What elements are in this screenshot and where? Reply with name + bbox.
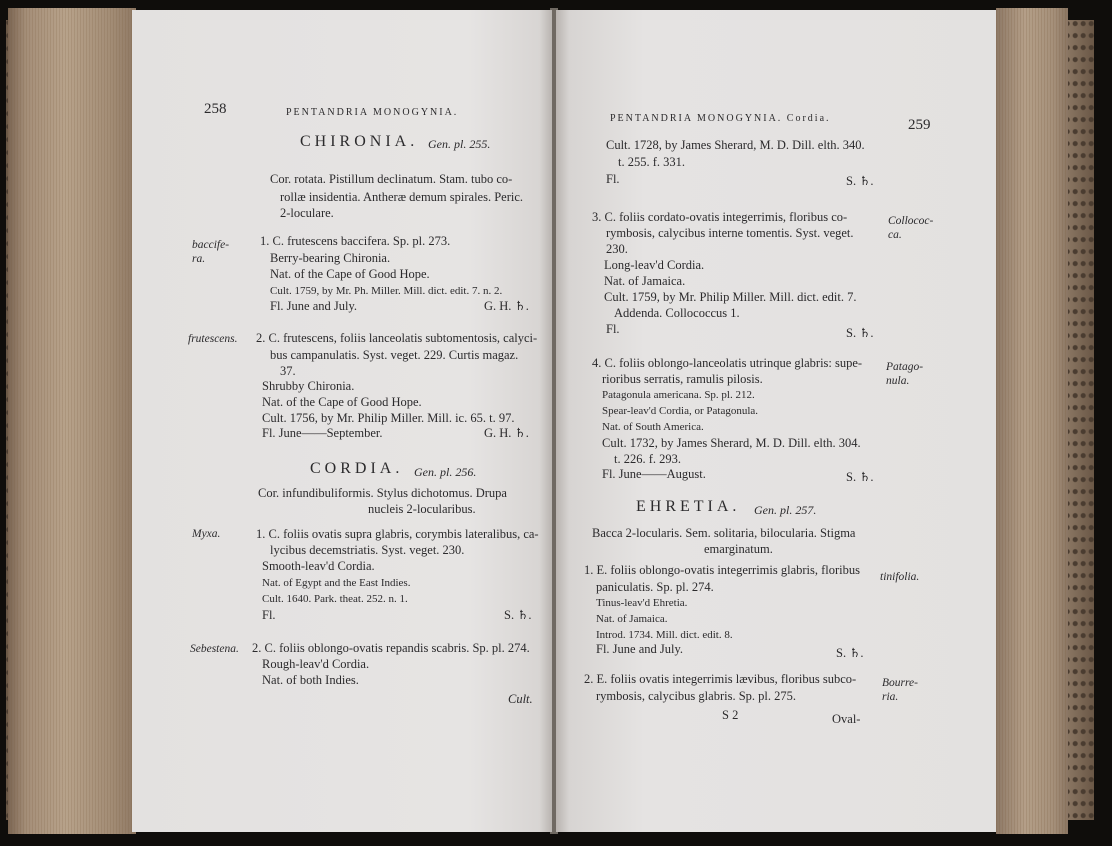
- margin-species-name: ra.: [192, 253, 206, 265]
- species-line: t. 255. f. 331.: [618, 155, 686, 169]
- species-line: rymbosis, calycibus interne tomentis. Syst. veget.: [606, 226, 854, 240]
- margin-species-name: Patago-: [886, 361, 924, 373]
- species-line: Nat. of Egypt and the East Indies.: [262, 577, 411, 589]
- species-line: Shrubby Chironia.: [262, 379, 355, 393]
- species-line: Introd. 1734. Mill. dict. edit. 8.: [596, 629, 733, 641]
- genus-description-line: Cor. rotata. Pistillum declinatum. Stam. tubo co-: [270, 172, 513, 186]
- species-line: Long-leav'd Cordia.: [604, 258, 705, 272]
- species-line: 1. C. frutescens baccifera. Sp. pl. 273.: [260, 234, 451, 248]
- margin-species-name: nula.: [886, 375, 910, 387]
- species-line: 1. C. foliis ovatis supra glabris, corymbis lateralibus, ca-: [256, 527, 539, 541]
- genus-description-line: Cor. infundibuliformis. Stylus dichotomus. Drupa: [258, 486, 507, 500]
- species-line: Cult. 1640. Park. theat. 252. n. 1.: [262, 593, 408, 605]
- species-line: Nat. of Jamaica.: [596, 613, 668, 625]
- running-head: PENTANDRIA MONOGYNIA. Cordia.: [610, 113, 831, 124]
- species-line: Fl.: [262, 608, 276, 622]
- species-line: 4. C. foliis oblongo-lanceolatis utrinque glabris: supe-: [592, 356, 863, 370]
- species-line: Fl.: [606, 322, 620, 336]
- species-line: Fl. June——September.: [262, 426, 383, 440]
- genus-reference: Gen. pl. 257.: [754, 503, 817, 517]
- habitat-tag: S. ♄.: [504, 608, 532, 622]
- species-line: Smooth-leav'd Cordia.: [262, 559, 375, 573]
- genus-description-line: Bacca 2-locularis. Sem. solitaria, bilocularia. Stigma: [592, 526, 856, 540]
- species-line: 37.: [280, 364, 296, 378]
- genus-heading-ehretia: EHRETIA.: [636, 498, 741, 515]
- species-line: 230.: [606, 242, 628, 256]
- species-line: Fl. June——August.: [602, 467, 706, 481]
- habitat-tag: S. ♄.: [846, 470, 874, 484]
- running-head: PENTANDRIA MONOGYNIA.: [286, 107, 459, 118]
- genus-description-line: rollæ insidentia. Antheræ demum spirales. Peric.: [280, 190, 524, 204]
- habitat-tag: G. H. ♄.: [484, 299, 529, 313]
- page-number: 259: [908, 117, 931, 133]
- genus-heading-cordia: CORDIA.: [310, 460, 404, 477]
- page-number: 258: [204, 101, 227, 117]
- species-line: Addenda. Collococcus 1.: [614, 306, 740, 320]
- species-line: bus campanulatis. Syst. veget. 229. Curtis magaz.: [270, 348, 519, 362]
- species-line: Nat. of Jamaica.: [604, 274, 686, 288]
- left-page-edges: [8, 8, 136, 834]
- species-line: rioribus serratis, ramulis pilosis.: [602, 372, 763, 386]
- habitat-tag: S. ♄.: [836, 646, 864, 660]
- margin-species-name: ria.: [882, 691, 899, 703]
- species-line: Tinus-leav'd Ehretia.: [596, 597, 688, 609]
- margin-species-name: baccife-: [192, 239, 230, 251]
- species-line: Fl.: [606, 172, 620, 186]
- species-line: 2. C. frutescens, foliis lanceolatis subtomentosis, calyci-: [256, 331, 538, 345]
- species-line: Spear-leav'd Cordia, or Patagonula.: [602, 405, 759, 417]
- catchword: Oval-: [832, 712, 861, 726]
- genus-description-line: nucleis 2-locularibus.: [368, 502, 476, 516]
- species-line: Fl. June and July.: [596, 642, 684, 656]
- right-page-edges: [996, 8, 1068, 834]
- habitat-tag: S. ♄.: [846, 326, 874, 340]
- species-line: paniculatis. Sp. pl. 274.: [596, 580, 714, 594]
- species-line: Nat. of both Indies.: [262, 673, 359, 687]
- catchword: Cult.: [508, 692, 533, 706]
- species-line: 2. C. foliis oblongo-ovatis repandis scabris. Sp. pl. 274.: [252, 641, 530, 655]
- habitat-tag: S. ♄.: [846, 174, 874, 188]
- species-line: rymbosis, calycibus glabris. Sp. pl. 275.: [596, 689, 796, 703]
- genus-reference: Gen. pl. 256.: [414, 465, 477, 479]
- genus-description-line: emarginatum.: [704, 542, 773, 556]
- species-line: t. 226. f. 293.: [614, 452, 682, 466]
- margin-species-name: ca.: [888, 229, 902, 241]
- left-page: [132, 10, 552, 832]
- species-line: Cult. 1759, by Mr. Philip Miller. Mill. dict. edit. 7.: [604, 290, 857, 304]
- species-line: Nat. of the Cape of Good Hope.: [262, 395, 422, 409]
- species-line: 3. C. foliis cordato-ovatis integerrimis, floribus co-: [592, 210, 848, 224]
- genus-heading-chironia: CHIRONIA.: [300, 133, 419, 150]
- margin-species-name: Bourre-: [882, 677, 918, 689]
- species-line: 2. E. foliis ovatis integerrimis lævibus, floribus subco-: [584, 672, 857, 686]
- margin-species-name: Sebestena.: [190, 643, 239, 655]
- genus-description-line: 2-loculare.: [280, 206, 334, 220]
- species-line: 1. E. foliis oblongo-ovatis integerrimis glabris, floribus: [584, 563, 861, 577]
- right-cover-board: [1064, 20, 1094, 820]
- margin-species-name: Myxa.: [192, 528, 221, 540]
- margin-species-name: frutescens.: [188, 333, 238, 345]
- margin-species-name: Collococ-: [888, 215, 934, 227]
- species-line: Cult. 1728, by James Sherard, M. D. Dill. elth. 340.: [606, 138, 865, 152]
- species-line: Nat. of the Cape of Good Hope.: [270, 267, 430, 281]
- species-line: Cult. 1732, by James Sherard, M. D. Dill. elth. 304.: [602, 436, 861, 450]
- genus-reference: Gen. pl. 255.: [428, 137, 491, 151]
- species-line: Nat. of South America.: [602, 421, 704, 433]
- species-line: Berry-bearing Chironia.: [270, 251, 391, 265]
- signature-mark: S 2: [722, 708, 739, 722]
- right-page: [556, 10, 996, 832]
- habitat-tag: G. H. ♄.: [484, 426, 529, 440]
- species-line: Rough-leav'd Cordia.: [262, 657, 370, 671]
- margin-species-name: tinifolia.: [880, 571, 920, 583]
- species-line: Cult. 1759, by Mr. Ph. Miller. Mill. dict. edit. 7. n. 2.: [270, 285, 503, 297]
- species-line: lycibus decemstriatis. Syst. veget. 230.: [270, 543, 465, 557]
- species-line: Fl. June and July.: [270, 299, 358, 313]
- species-line: Cult. 1756, by Mr. Philip Miller. Mill. ic. 65. t. 97.: [262, 411, 515, 425]
- species-line: Patagonula americana. Sp. pl. 212.: [602, 389, 755, 401]
